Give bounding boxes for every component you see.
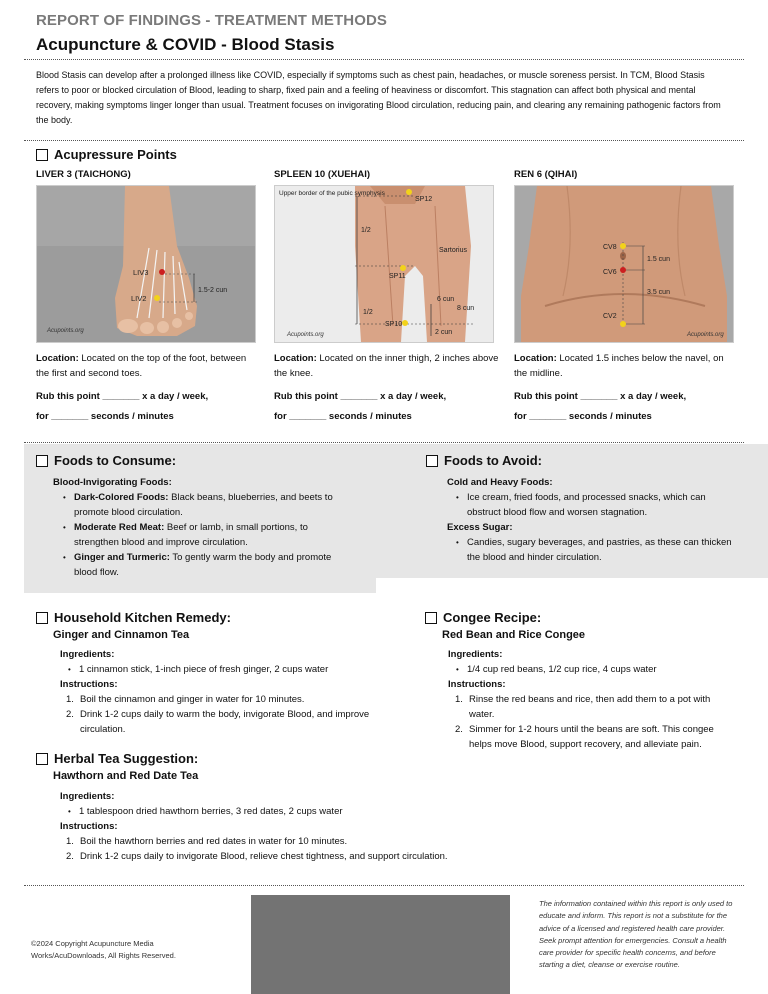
kitchen-remedy-heading: Household Kitchen Remedy:: [54, 610, 231, 625]
divider: [24, 59, 744, 60]
half-label-2: 1/2: [363, 309, 373, 316]
foods-avoid-checkbox[interactable]: [426, 455, 438, 467]
image-credit: Acupoints.org: [287, 332, 324, 338]
point-name-spleen10: SPLEEN 10 (XUEHAI): [274, 169, 371, 180]
instructions-label: Instructions:: [60, 821, 118, 832]
two-cun-label: 2 cun: [435, 329, 453, 336]
congee-content: [448, 647, 718, 752]
list-item: 2. Drink 1-2 cups daily to warm the body, invigorate Blood, and improve circulation.: [66, 709, 370, 735]
image-credit: Acupoints.org: [47, 328, 84, 334]
spleen10-thigh-image: [274, 185, 494, 343]
herbal-tea-content: [60, 789, 560, 864]
six-cun-label: 6 cun: [437, 296, 455, 303]
instructions-label: Instructions:: [448, 679, 506, 690]
rub-instruction-1: Rub this point _______ x a day / week,: [36, 391, 209, 402]
location-text: Located on the inner thigh, 2 inches above the knee.: [274, 353, 499, 379]
herbal-tea-checkbox[interactable]: [36, 753, 48, 765]
list-item: 1. Rinse the red beans and rice, then add them to a pot with water.: [455, 694, 711, 720]
spleen10-location: [274, 351, 499, 381]
liver3-foot-image: [36, 185, 256, 343]
list-item: • Moderate Red Meat: Beef or lamb, in small portions, to strengthen blood and improve circulation.: [74, 520, 353, 550]
rub-duration-1: for _______ seconds / minutes: [36, 411, 174, 422]
rub-instruction-2: Rub this point _______ x a day / week,: [274, 391, 447, 402]
list-item: • 1 cinnamon stick, 1-inch piece of fresh ginger, 2 cups water: [79, 662, 390, 677]
cv2-label: CV2: [603, 313, 617, 320]
liv3-label: LIV3: [133, 268, 149, 277]
report-label: REPORT OF FINDINGS - TREATMENT METHODS: [36, 12, 388, 29]
liver3-location: [36, 351, 261, 381]
pubic-label: Upper border of the pubic symphysis: [279, 190, 385, 197]
divider: [24, 442, 744, 443]
point-name-liver3: LIVER 3 (TAICHONG): [36, 169, 131, 180]
disclaimer-text: The information contained within this report is only used to educate and inform. This report is not a substitute for the advice of a licensed and registered health care provider. Seek prompt attention for emergencies. Consult a health care provider for specific health concerns, and before starting a diet, cleanse or exercise routine.: [539, 899, 733, 970]
ingredients-label: Ingredients:: [448, 649, 503, 660]
liv2-label: LIV2: [131, 294, 147, 303]
point-name-ren6: REN 6 (QIHAI): [514, 169, 578, 180]
cv6-label: CV6: [603, 269, 617, 276]
footer-logo-block: [251, 895, 510, 994]
ingredients-label: Ingredients:: [60, 649, 115, 660]
congee-heading: Congee Recipe:: [443, 610, 542, 625]
instructions-label: Instructions:: [60, 679, 118, 690]
location-text: Located 1.5 inches below the navel, on the midline.: [514, 353, 724, 379]
herbal-tea-heading: Herbal Tea Suggestion:: [54, 751, 199, 766]
intro-text: Blood Stasis can develop after a prolonged illness like COVID, especially if symptoms such as chest pain, headaches, or muscle soreness persist. In TCM, Blood Stasis refers to poor or blocked circulation of Blood, leading to sharp, fixed pain and a feeling of heaviness or discomfort. This stagnation can affect both physical and mental recovery, making symptoms linger longer than usual. Treatment focuses on invigorating Blood circulation, reducing pain, and clearing any remaining pathogenic factors from the body.: [36, 70, 721, 125]
foods-consume-content: [53, 475, 353, 580]
acupressure-checkbox[interactable]: [36, 149, 48, 161]
sp11-label: SP11: [389, 273, 406, 280]
cv8-label: CV8: [603, 244, 617, 251]
foods-consume-title: [36, 453, 176, 468]
cun35-label: 3.5 cun: [647, 289, 670, 296]
foods-consume-subtitle: Blood-Invigorating Foods:: [53, 477, 172, 488]
list-item: 2. Drink 1-2 cups daily to invigorate Blood, relieve chest tightness, and support circulation.: [66, 851, 448, 862]
congee-checkbox[interactable]: [425, 612, 437, 624]
kitchen-remedy-name: Ginger and Cinnamon Tea: [53, 629, 190, 641]
ingredients-label: Ingredients:: [60, 791, 115, 802]
foods-consume-heading: Foods to Consume:: [54, 453, 177, 468]
foods-avoid-subtitle-1: Cold and Heavy Foods:: [447, 477, 553, 488]
rub-duration-2: for _______ seconds / minutes: [274, 411, 412, 422]
cun15-label: 1.5 cun: [647, 256, 670, 263]
ren6-abdomen-image: [514, 185, 734, 343]
location-label: Location:: [36, 353, 79, 364]
list-item: • Ginger and Turmeric: To gently warm the body and promote blood flow.: [74, 550, 353, 580]
location-label: Location:: [514, 353, 557, 364]
cun-label: 1.5-2 cun: [198, 287, 228, 294]
foods-avoid-subtitle-2: Excess Sugar:: [447, 522, 513, 533]
list-item: • Candies, sugary beverages, and pastries, as these can thicken the blood and hinder circulation.: [467, 535, 737, 565]
sp12-label: SP12: [415, 196, 433, 203]
kitchen-remedy-title: [36, 610, 231, 625]
herbal-tea-title: [36, 751, 198, 766]
foods-avoid-content: [447, 475, 737, 565]
divider: [24, 140, 744, 141]
list-item: • 1/4 cup red beans, 1/2 cup rice, 4 cups water: [467, 662, 718, 677]
acupressure-section-title: [36, 147, 177, 162]
kitchen-remedy-checkbox[interactable]: [36, 612, 48, 624]
acupressure-title: Acupressure Points: [54, 147, 177, 162]
location-label: Location:: [274, 353, 317, 364]
kitchen-remedy-content: [60, 647, 390, 737]
congee-title: [425, 610, 541, 625]
copyright-text: ©2024 Copyright Acupuncture Media Works/AcuDownloads, All Rights Reserved.: [31, 939, 176, 960]
ren6-location: [514, 351, 739, 381]
foods-consume-checkbox[interactable]: [36, 455, 48, 467]
eight-cun-label: 8 cun: [457, 305, 475, 312]
rub-instruction-3: Rub this point _______ x a day / week,: [514, 391, 687, 402]
half-label: 1/2: [361, 227, 371, 234]
divider: [24, 885, 744, 886]
sartorius-label: Sartorius: [439, 247, 468, 254]
foods-avoid-heading: Foods to Avoid:: [444, 453, 542, 468]
list-item: • Dark-Colored Foods: Black beans, blueberries, and beets to promote blood circulation.: [74, 490, 353, 520]
sp10-label: SP10: [385, 321, 403, 328]
location-text: Located on the top of the foot, between the first and second toes.: [36, 353, 247, 379]
list-item: • 1 tablespoon dried hawthorn berries, 3 red dates, 2 cups water: [79, 804, 560, 819]
list-item: 1. Boil the hawthorn berries and red dates in water for 10 minutes.: [66, 836, 348, 847]
list-item: 2. Simmer for 1-2 hours until the beans are soft. This congee helps move Blood, support recovery, and alleviate pain.: [455, 724, 714, 750]
herbal-tea-name: Hawthorn and Red Date Tea: [53, 770, 199, 782]
list-item: 1. Boil the cinnamon and ginger in water for 10 minutes.: [66, 694, 305, 705]
page-title: Acupuncture & COVID - Blood Stasis: [36, 35, 335, 54]
list-item: • Ice cream, fried foods, and processed snacks, which can obstruct blood flow and worsen stagnation.: [467, 490, 737, 520]
congee-name: Red Bean and Rice Congee: [442, 629, 586, 641]
image-credit: Acupoints.org: [687, 332, 724, 338]
foods-avoid-title: [426, 453, 542, 468]
rub-duration-3: for _______ seconds / minutes: [514, 411, 652, 422]
